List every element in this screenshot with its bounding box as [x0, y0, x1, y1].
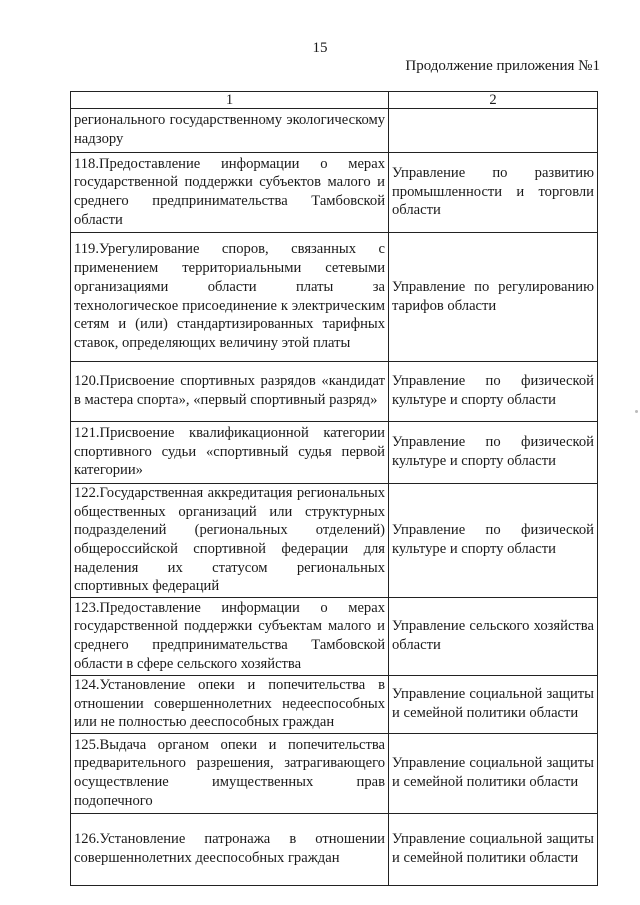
- continuation-label: Продолжение приложения №1: [405, 58, 600, 74]
- item-number: 125.: [74, 736, 100, 753]
- item-number: 126.: [74, 831, 100, 848]
- authority-cell: [389, 109, 598, 153]
- table-header-row: [71, 92, 598, 109]
- service-cell: [71, 109, 389, 153]
- table-row: [71, 676, 598, 734]
- service-text: регионального государственному экологическому надзору: [74, 112, 385, 147]
- column-header-1: 1: [71, 92, 389, 109]
- authority-text: Управление по физической культуре и спорту области: [392, 434, 594, 469]
- authority-text: Управление по регулированию тарифов области: [392, 278, 594, 314]
- table-row: [71, 734, 598, 814]
- service-text: Присвоение квалификационной категории спортивного судьи «спортивный судья первой категории»: [74, 424, 385, 479]
- service-cell: [71, 814, 389, 886]
- item-number: 118.: [74, 155, 99, 172]
- service-cell: [71, 362, 389, 422]
- authority-cell: [389, 814, 598, 886]
- service-cell: [71, 734, 389, 814]
- authority-cell: [389, 734, 598, 814]
- authority-text: Управление по физической культуре и спорту области: [392, 522, 594, 558]
- item-number: 121.: [74, 424, 100, 441]
- table-row: [71, 153, 598, 233]
- service-text: Выдача органом опеки и попечительства предварительного разрешения, затрагивающего осуществление имущественных прав подопечного: [74, 736, 385, 809]
- service-cell: [71, 598, 389, 676]
- service-text: Урегулирование споров, связанных с применением территориальными сетевыми организациями области платы за технологическое присоединение к электрическим сетям и (или) стандартизированных тарифных ставок, определяющих величину этой платы: [74, 241, 385, 351]
- authority-cell: [389, 362, 598, 422]
- service-text: Установление опеки и попечительства в отношении совершеннолетних недееспособных или не полностью дееспособных граждан: [74, 677, 385, 731]
- item-number: 122.: [74, 485, 100, 501]
- table-row: [71, 484, 598, 598]
- table-row: [71, 814, 598, 886]
- service-text: Предоставление информации о мерах государственной поддержки субъектам малого и среднего предпринимательства Тамбовской области в сфере сельского хозяйства: [74, 599, 385, 672]
- authority-text: Управление социальной защиты и семейной политики области: [392, 831, 594, 867]
- authority-cell: [389, 422, 598, 484]
- item-number: 120.: [74, 373, 100, 390]
- authority-cell: [389, 484, 598, 598]
- table-row: [71, 109, 598, 153]
- table-row: [71, 598, 598, 676]
- services-table: [70, 91, 598, 886]
- service-cell: [71, 153, 389, 233]
- authority-text: Управление сельского хозяйства области: [392, 618, 594, 654]
- item-number: 123.: [74, 599, 100, 616]
- service-text: Предоставление информации о мерах государственной поддержки субъектов малого и среднего предпринимательства Тамбовской области: [74, 155, 385, 228]
- authority-text: Управление социальной защиты и семейной политики области: [392, 755, 594, 791]
- service-text: Присвоение спортивных разрядов «кандидат в мастера спорта», «первый спортивный разряд»: [74, 373, 385, 408]
- service-text: Государственная аккредитация региональных общественных организаций или структурных подразделений (региональных отделений) общероссийской спортивной федерации для наделения их статусом региональных спортивных федераций: [74, 485, 385, 595]
- service-text: Установление патронажа в отношении совершеннолетних дееспособных граждан: [74, 831, 385, 867]
- authority-text: Управление по физической культуре и спорту области: [392, 373, 594, 408]
- service-cell: [71, 676, 389, 734]
- authority-cell: [389, 676, 598, 734]
- authority-text: Управление социальной защиты и семейной политики области: [392, 686, 594, 722]
- page-number: 15: [312, 40, 328, 56]
- service-cell: [71, 484, 389, 598]
- authority-cell: [389, 233, 598, 362]
- service-cell: [71, 422, 389, 484]
- item-number: 119.: [74, 241, 99, 258]
- scan-speck: [635, 410, 638, 413]
- table-row: [71, 422, 598, 484]
- item-number: 124.: [74, 677, 100, 694]
- table-row: [71, 233, 598, 362]
- authority-cell: [389, 153, 598, 233]
- authority-cell: [389, 598, 598, 676]
- table-row: [71, 362, 598, 422]
- service-cell: [71, 233, 389, 362]
- authority-text: Управление по развитию промышленности и торговли области: [392, 164, 594, 219]
- column-header-2: 2: [389, 92, 598, 109]
